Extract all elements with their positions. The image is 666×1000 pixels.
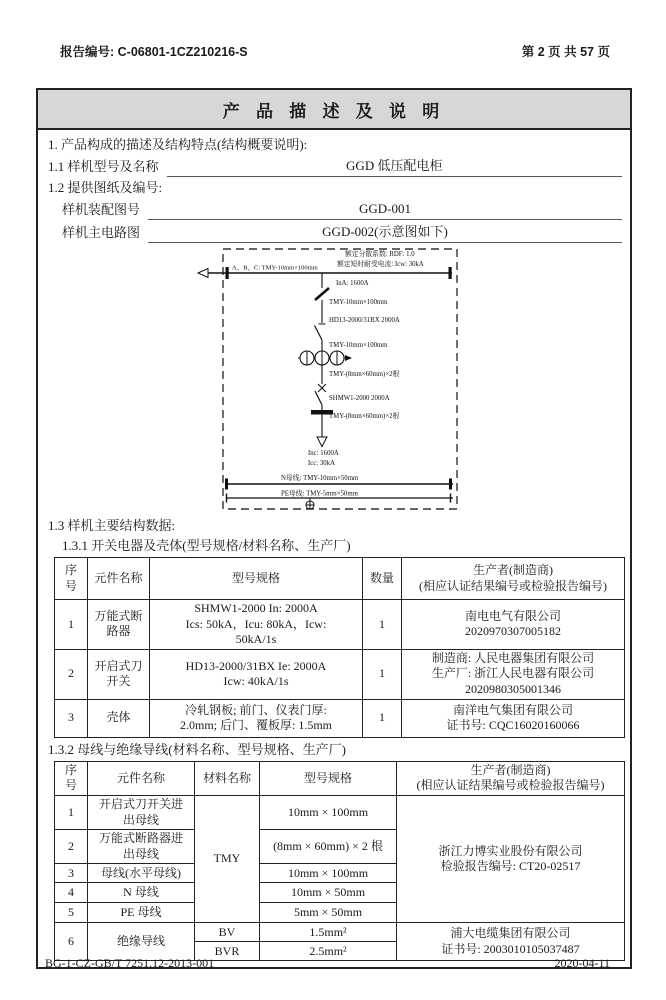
bus-terminal-left: [226, 267, 229, 279]
col-header-component: 元件名称: [88, 761, 195, 795]
document-content: [38, 130, 630, 967]
table-switchgear: [54, 557, 625, 738]
field-model-name-label: 1.1 样机型号及名称: [48, 159, 159, 174]
cell-qty: 1: [363, 600, 402, 650]
table-row: [55, 558, 625, 600]
n-bus-terminal-left: [225, 479, 228, 490]
n-bus-terminal-right: [449, 479, 452, 490]
table-row: [55, 649, 625, 699]
cell-qty: 1: [363, 649, 402, 699]
cell-seq: 4: [55, 883, 88, 903]
col-header-qty: 数量: [363, 558, 402, 600]
cell-spec: 2.5mm²: [260, 942, 397, 961]
cell-seq: 3: [55, 699, 88, 737]
circuit-diagram: [195, 247, 460, 511]
cell-seq: 3: [55, 864, 88, 883]
field-assembly-drawing: [62, 199, 622, 220]
cell-spec: 10mm × 100mm: [260, 864, 397, 883]
cell-component: PE 母线: [88, 903, 195, 923]
report-number-value: C-06801-1CZ210216-S: [117, 45, 248, 59]
document-box: [36, 88, 632, 969]
cell-component: 万能式断 路器: [88, 600, 150, 650]
section-1-heading: 1. 产品构成的描述及结构特点(结构概要说明):: [48, 137, 308, 152]
cell-spec: (8mm × 60mm) × 2 根: [260, 830, 397, 864]
bus-terminal-right: [449, 267, 452, 279]
table-row: [55, 699, 625, 737]
page-header: [60, 42, 610, 60]
cell-material-bv: BV: [195, 923, 260, 942]
field-model-name: [48, 156, 622, 177]
cell-component: 开启式刀开关进 出母线: [88, 795, 195, 829]
title-bar: [38, 90, 630, 130]
tmy3-label: TMY-(8mm×60mm)×2根: [329, 371, 400, 378]
circuit-diagram-svg: [195, 247, 460, 511]
report-date: 2020-04-11: [554, 956, 610, 970]
cell-qty: 1: [363, 699, 402, 737]
cell-maker: 南洋电气集团有限公司 证书号: CQC16020160066: [402, 699, 625, 737]
col-header-maker: 生产者(制造商) (相应认证结果编号或检验报告编号): [397, 761, 625, 795]
table-row: [55, 761, 625, 795]
cabinet-boundary: [223, 249, 457, 509]
cell-component: 壳体: [88, 699, 150, 737]
tmy4-label: TMY-(8mm×60mm)×2根: [329, 413, 400, 420]
table-row: [55, 923, 625, 942]
breaker-blade: [315, 391, 322, 405]
cell-component: 万能式断路器进 出母线: [88, 830, 195, 864]
cell-maker-busbar: 浙江力博实业股份有限公司 检验报告编号: CT20-02517: [397, 795, 625, 922]
col-header-seq: 序 号: [55, 558, 88, 600]
col-header-component: 元件名称: [88, 558, 150, 600]
cell-material-bvr: BVR: [195, 942, 260, 961]
table-row: [55, 795, 625, 829]
page-indicator: 第 2 页 共 57 页: [521, 45, 610, 59]
bus-phases-label: A、B、C: TMY-10mm×100mm: [232, 264, 318, 272]
cell-seq: 2: [55, 649, 88, 699]
tmy1-label: TMY-10mm×100mm: [329, 299, 388, 306]
cell-seq: 6: [55, 923, 88, 961]
cell-spec: 1.5mm²: [260, 923, 397, 942]
field-main-circuit-value: GGD-002(示意图如下): [148, 222, 622, 243]
knife-switch-icon: [315, 326, 323, 341]
inc-label: Inc: 1600A: [308, 450, 339, 457]
section-1-3-1-heading: 1.3.1 开关电器及壳体(型号规格/材料名称、生产厂): [62, 538, 351, 553]
cell-seq: 1: [55, 795, 88, 829]
outgoing-arrow-icon: [317, 437, 327, 447]
page-title: 产 品 描 述 及 说 明: [222, 101, 446, 121]
rdf-label: 额定分散系数: RDF: 1.0: [345, 251, 415, 258]
cell-component: 母线(水平母线): [88, 864, 195, 883]
section-1-3-2-heading: 1.3.2 母线与绝缘导线(材料名称、型号规格、生产厂): [48, 741, 346, 757]
cell-material-tmy: TMY: [195, 795, 260, 922]
cell-maker-wire: 浦大电缆集团有限公司 证书号: 2003010105037487: [397, 923, 625, 961]
cell-component: 绝缘导线: [88, 923, 195, 961]
cell-maker: 南电电气有限公司 2020970307005182: [402, 600, 625, 650]
table-busbar: [54, 761, 625, 962]
page-footer: [45, 956, 610, 971]
field-assembly-drawing-label: 样机装配图号: [62, 202, 141, 217]
col-header-maker: 生产者(制造商) (相应认证结果编号或检验报告编号): [402, 558, 625, 600]
pe-bus-label: PE母线: TMY-5mm×50mm: [281, 490, 358, 498]
cell-spec: 10mm × 50mm: [260, 883, 397, 903]
icw-label: 额定短时耐受电流: Icw: 30kA: [337, 261, 424, 268]
hd13-label: HD13-2000/31BX 2000A: [329, 317, 400, 324]
cell-component: 开启式刀 开关: [88, 649, 150, 699]
cell-seq: 2: [55, 830, 88, 864]
cell-spec: SHMW1-2000 In: 2000A Ics: 50kA，Icu: 80kA，Icw: 50kA/1s: [150, 600, 363, 650]
cell-spec: 10mm × 100mm: [260, 795, 397, 829]
report-number: [60, 42, 248, 60]
col-header-spec: 型号规格: [150, 558, 363, 600]
cell-spec: HD13-2000/31BX Ie: 2000A Icw: 40kA/1s: [150, 649, 363, 699]
field-main-circuit-label: 样机主电路图: [62, 225, 141, 240]
cell-spec: 5mm × 50mm: [260, 903, 397, 923]
field-model-name-value: GGD 低压配电柜: [167, 156, 622, 177]
tmy2-label: TMY-10mm×100mm: [329, 342, 388, 349]
incoming-arrow-icon: [198, 269, 208, 278]
col-header-material: 材料名称: [195, 761, 260, 795]
icc-label: Icc: 30kA: [308, 460, 335, 467]
cell-seq: 5: [55, 903, 88, 923]
shmw-label: SHMW1-2000 2000A: [329, 395, 390, 402]
field-main-circuit: [62, 222, 622, 243]
n-bus-label: N母线: TMY-10mm×50mm: [281, 475, 359, 482]
section-1-2-heading: 1.2 提供图纸及编号:: [48, 180, 163, 195]
table-row: [55, 600, 625, 650]
col-header-spec: 型号规格: [260, 761, 397, 795]
col-header-seq: 序 号: [55, 761, 88, 795]
field-assembly-drawing-value: GGD-001: [148, 199, 622, 220]
link-symbol: [315, 288, 329, 300]
cell-seq: 1: [55, 600, 88, 650]
cell-component: N 母线: [88, 883, 195, 903]
ct-arrow-icon: [345, 355, 352, 361]
ina-label: InA: 1600A: [336, 280, 369, 287]
doc-code: BG-1-CZ-GB/T 7251.12-2013-001: [45, 956, 215, 970]
section-1-3-heading: 1.3 样机主要结构数据:: [48, 518, 176, 533]
cell-maker: 制造商: 人民电器集团有限公司 生产厂: 浙江人民电器有限公司 2020980305001346: [402, 649, 625, 699]
cell-spec: 冷轧钢板; 前门、仪表门厚: 2.0mm; 后门、覆板厚: 1.5mm: [150, 699, 363, 737]
report-number-label: 报告编号:: [60, 45, 115, 59]
